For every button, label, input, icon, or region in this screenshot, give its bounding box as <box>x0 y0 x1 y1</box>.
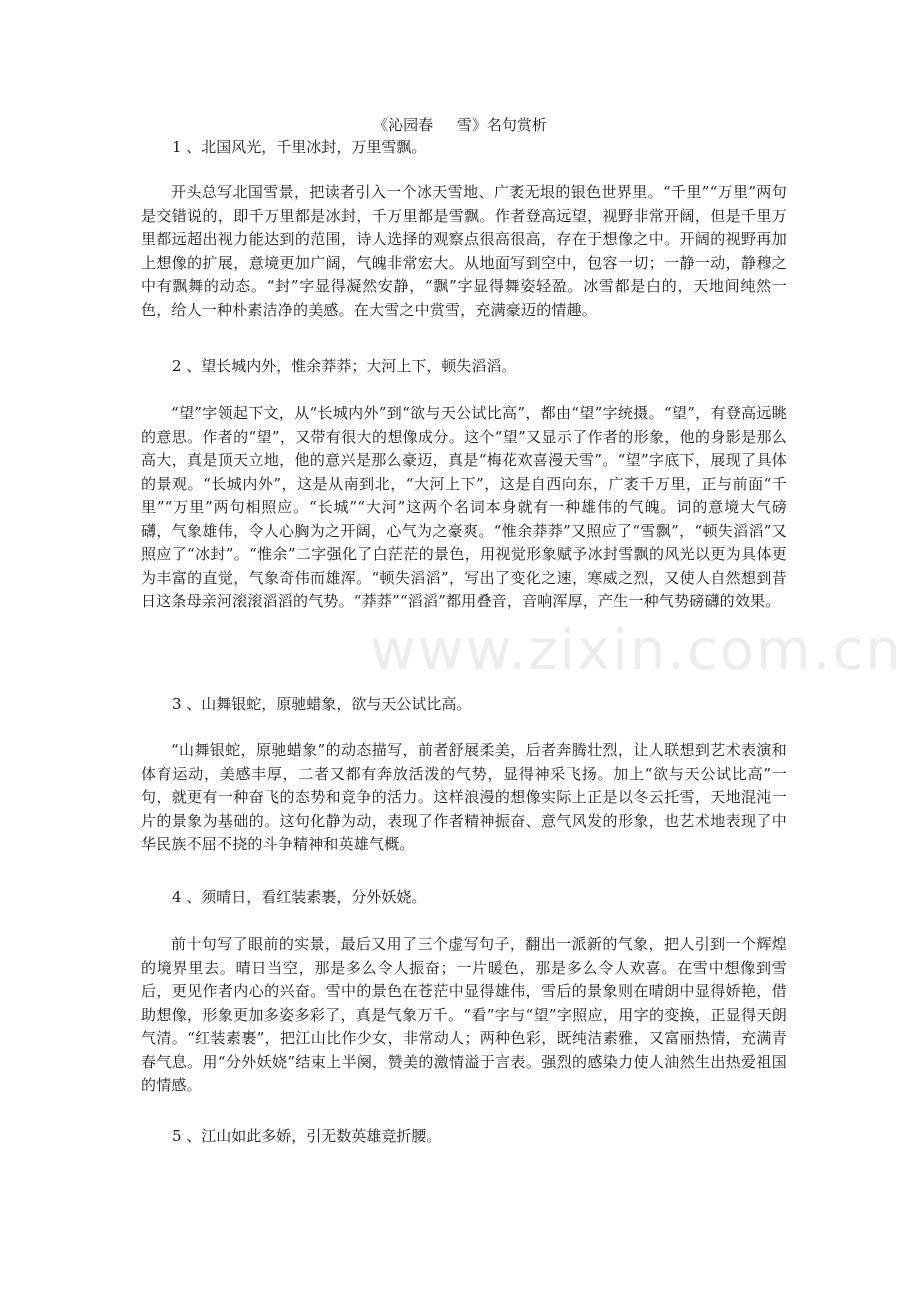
section-paragraph: 前十句写了眼前的实景，最后又用了三个虚写句子，翻出一派新的气象，把人引到一个辉煌的境界里去。晴日当空，那是多么令人振奋；一片暖色，那是多么令人欢喜。在雪中想像到雪后，更见作者内心的兴奋。雪中的景色在苍茫中显得雄伟，雪后的景象则在晴朗中显得娇艳，借助想像，形象更加多姿多彩了，真是气象万千。“看”字与“望”字照应，用字的变换，正显得天朗气清。“红装素裹”，把江山比作少女，非常动人；两种色彩，既纯洁素雅，又富丽热情，充满青春气息。用“分外妖娆”结束上半阕，赞美的激情溢于言表。强烈的感染力使人油然生出热爱祖国的情感。 <box>141 935 787 1094</box>
watermark: www.zixin.com.cn <box>370 618 903 683</box>
section-heading: 5 、江山如此多娇，引无数英雄竞折腰。 <box>172 1127 442 1145</box>
section-paragraph: “望”字领起下文，从“长城内外”到“欲与天公试比高”，都由“望”字统摄。“望”，有登高远眺的意思。作者的“望”，又带有很大的想像成分。这个“望”又显示了作者的形象，他的身影是那么高大，真是顶天立地，他的意兴是那么豪迈，真是“梅花欢喜漫天雪”。“望”字底下，展现了具体的景观。“长城内外”，这是从南到北，“大河上下”，这是自西向东，广袤千万里，正与前面“千里”“万里”两句相照应。“长城”“大河”这两个名词本身就有一种雄伟的气魄。词的意境大气磅礴，气象雄伟，令人心胸为之开阔，心气为之豪爽。“惟余莽莽”又照应了“雪飘”，“顿失滔滔”又照应了“冰封”。“惟余”二字强化了白茫茫的景色，用视觉形象赋予冰封雪飘的风光以更为具体更为丰富的直觉，气象奇伟而雄浑。“顿失滔滔”，写出了变化之速，寒威之烈，又使人自然想到昔日这条母亲河滚滚滔滔的气势。“莽莽”“滔滔”都用叠音，音响浑厚，产生一种气势磅礴的效果。 <box>141 404 787 610</box>
section-paragraph: 开头总写北国雪景，把读者引入一个冰天雪地、广袤无垠的银色世界里。“千里”“万里”两句是交错说的，即千万里都是冰封，千万里都是雪飘。作者登高远望，视野非常开阔，但是千里万里都远超出视力能达到的范围，诗人选择的观察点很高很高，存在于想像之中。开阔的视野再加上想像的扩展，意境更加广阔，气魄非常宏大。从地面写到空中，包容一切；一静一动，静穆之中有飘舞的动态。“封”字显得凝然安静，“飘”字显得舞姿轻盈。冰雪都是白的，天地间纯然一色，给人一种朴素洁净的美感。在大雪之中赏雪，充满豪迈的情趣。 <box>141 183 787 319</box>
section-heading: 3 、山舞银蛇，原驰蜡象，欲与天公试比高。 <box>172 695 472 713</box>
section-heading: 1 、北国风光，千里冰封，万里雪飘。 <box>172 138 427 156</box>
section-heading: 4 、须晴日，看红装素裹，分外妖娆。 <box>172 888 427 906</box>
document-title: 《沁园春 雪》名句赏析 <box>373 116 547 134</box>
section-paragraph: “山舞银蛇，原驰蜡象”的动态描写，前者舒展柔美，后者奔腾壮烈，让人联想到艺术表演和体育运动，美感丰厚，二者又都有奔放活泼的气势，显得神采飞扬。加上“欲与天公试比高”一句，就更有一种奋飞的态势和竞争的活力。这样浪漫的想像实际上正是以冬云托雪，天地混沌一片的景象为基础的。这句化静为动，表现了作者精神振奋、意气风发的形象，也艺术地表现了中华民族不屈不挠的斗争精神和英雄气概。 <box>141 741 787 853</box>
section-heading: 2 、望长城内外，惟余莽莽；大河上下，顿失滔滔。 <box>172 357 517 375</box>
